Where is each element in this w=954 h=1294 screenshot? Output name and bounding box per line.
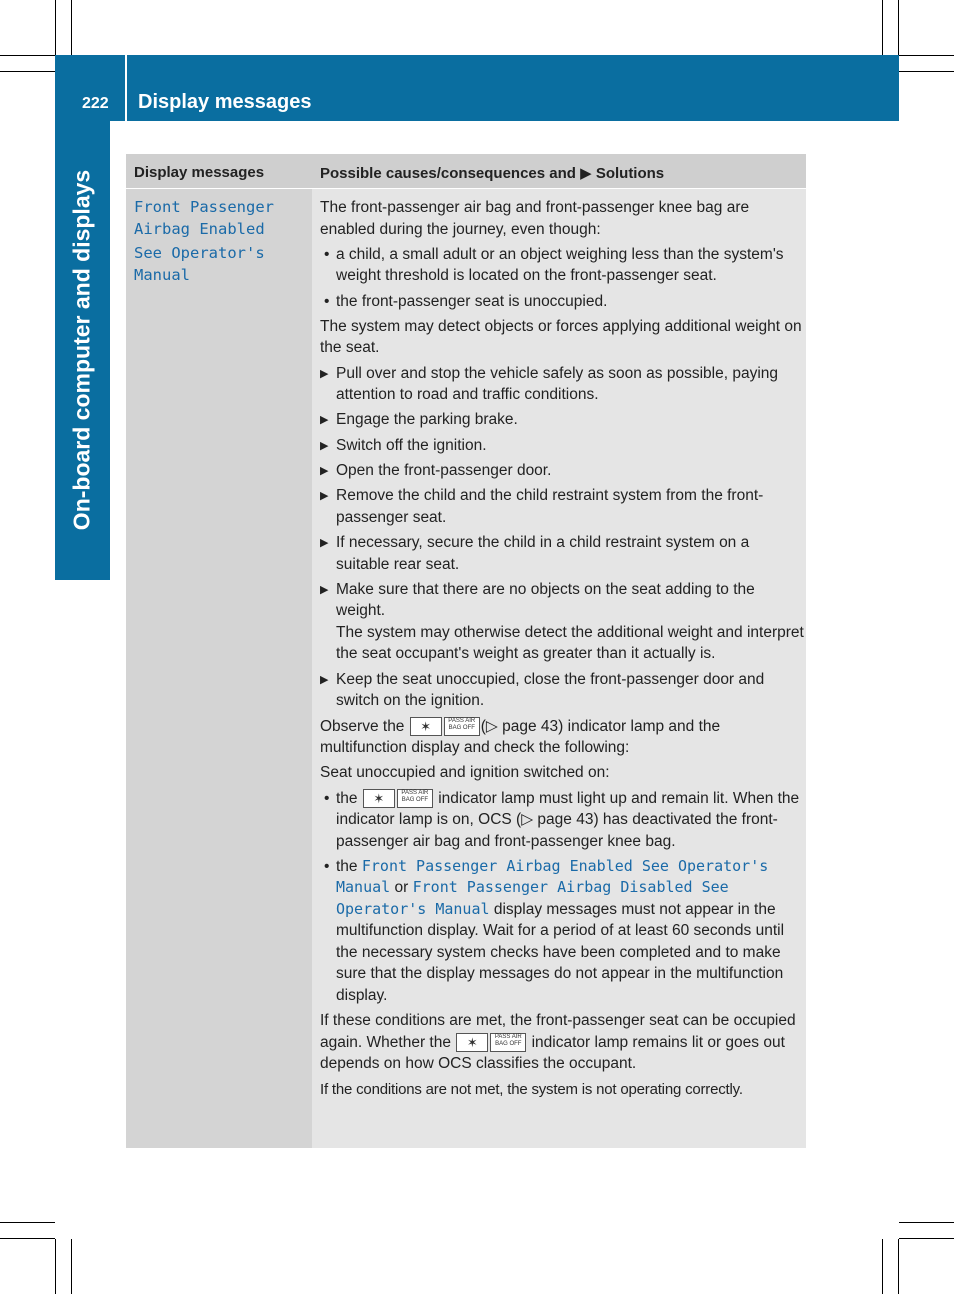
crop-mark — [0, 71, 55, 72]
display-message — [134, 197, 308, 289]
conditions-text-a: If these conditions are met, the front-passenger seat can be occupied again. Whether the — [320, 1012, 796, 1051]
row-divider — [126, 188, 806, 189]
crop-mark — [882, 0, 883, 55]
table-header-row — [126, 154, 806, 188]
seat-occupancy-icon: ✶ — [363, 789, 395, 808]
crop-mark — [0, 1222, 55, 1223]
inline-display-message: Front Passenger Airbag Disabled See Operator's Manual — [336, 878, 729, 918]
display-messages-table — [126, 154, 806, 1148]
column-header-messages: Display messages — [134, 164, 265, 181]
check-text-a: the — [336, 857, 358, 875]
conditions-met-text — [320, 1010, 804, 1075]
page-title: Display messages — [138, 91, 312, 113]
check-item — [320, 856, 804, 1007]
action-step: ▶ Pull over and stop the vehicle safely as soon as possible, paying attention to road and traffic conditions. — [320, 363, 804, 406]
action-step-text: Make sure that there are no objects on the seat adding to the weight. — [336, 580, 755, 620]
crop-mark — [882, 1239, 883, 1294]
column-header-solutions: Possible causes/consequences and ▶ Solutions — [320, 165, 665, 182]
seat-occupancy-icon: ✶ — [456, 1033, 488, 1052]
action-step-note: The system may otherwise detect the additional weight and interpret the seat occupant's weight as greater than it actually is. — [336, 623, 804, 663]
conditions-text-b: indicator lamp remains lit or goes out depends on how OCS classifies the occupant. — [320, 1033, 785, 1073]
observe-text — [320, 716, 804, 759]
page-number: 222 — [82, 95, 109, 112]
crop-mark — [899, 71, 954, 72]
crop-mark — [0, 1238, 55, 1239]
crop-mark — [55, 1239, 56, 1294]
crop-mark — [899, 55, 954, 56]
side-tab-title: On-board computer and displays — [68, 169, 95, 531]
action-step: ▶ Keep the seat unoccupied, close the front-passenger door and switch on the ignition. — [320, 669, 804, 712]
observe-text-a: Observe the — [320, 717, 405, 735]
cause-item: • a child, a small adult or an object weighing less than the system's weight threshold is located on the front-passenger seat. — [320, 244, 804, 287]
crop-mark — [898, 0, 899, 55]
crop-mark — [898, 1239, 899, 1294]
message-line: Front Passenger Airbag Enabled — [134, 198, 274, 238]
cause-item: • the front-passenger seat is unoccupied. — [320, 291, 804, 313]
action-step: ▶ Remove the child and the child restraint system from the front-passenger seat. — [320, 485, 804, 528]
action-step: ▶ Open the front-passenger door. — [320, 460, 804, 482]
observe-text-b: (▷ page 43) indicator lamp and the multifunction display and check the following: — [320, 717, 721, 757]
intro-text: The front-passenger air bag and front-passenger knee bag are enabled during the journey, even though: — [320, 199, 750, 238]
check-text-a: the — [336, 789, 358, 807]
pass-airbag-off-icon: PASS AIR BAG OFF — [444, 717, 480, 736]
crop-mark — [899, 1238, 954, 1239]
check-item — [320, 788, 804, 853]
pass-airbag-off-icon: PASS AIR BAG OFF — [490, 1033, 526, 1052]
seat-occupancy-icon: ✶ — [410, 717, 442, 736]
inline-display-message: Front Passenger Airbag Enabled See Operator's Manual — [336, 856, 769, 897]
detect-text: The system may detect objects or forces applying additional weight on the seat. — [320, 317, 802, 357]
message-column — [126, 188, 312, 1148]
action-step — [320, 579, 804, 665]
pass-airbag-off-icon: PASS AIR BAG OFF — [397, 789, 433, 808]
action-step: ▶ Engage the parking brake. — [320, 409, 804, 431]
crop-mark — [55, 0, 56, 55]
crop-mark — [899, 1222, 954, 1223]
crop-mark — [71, 0, 72, 55]
seat-unoccupied-text: Seat unoccupied and ignition switched on: — [320, 764, 610, 782]
header-divider — [125, 55, 127, 121]
conditions-not-met-text: If the conditions are not met, the system is not operating correctly. — [320, 1080, 743, 1098]
solution-content — [320, 197, 804, 1104]
check-text-b: indicator lamp must light up and remain lit. When the indicator lamp is on, OCS (▷ page 43) has deactivated the front-passenger air bag and front-passenger knee bag. — [336, 789, 800, 850]
action-step: ▶ If necessary, secure the child in a child restraint system on a suitable rear seat. — [320, 532, 804, 575]
action-step: ▶ Switch off the ignition. — [320, 435, 804, 457]
check-text-or: or — [394, 879, 409, 897]
check-text-b: display messages must not appear in the multifunction display. Wait for a period of at least 60 seconds until the necessary system checks have been completed and to make sure that the display messages do not appear in the multifunction display. — [336, 900, 785, 1004]
message-line: See Operator's Manual — [134, 244, 265, 284]
crop-mark — [0, 55, 55, 56]
crop-mark — [71, 1239, 72, 1294]
